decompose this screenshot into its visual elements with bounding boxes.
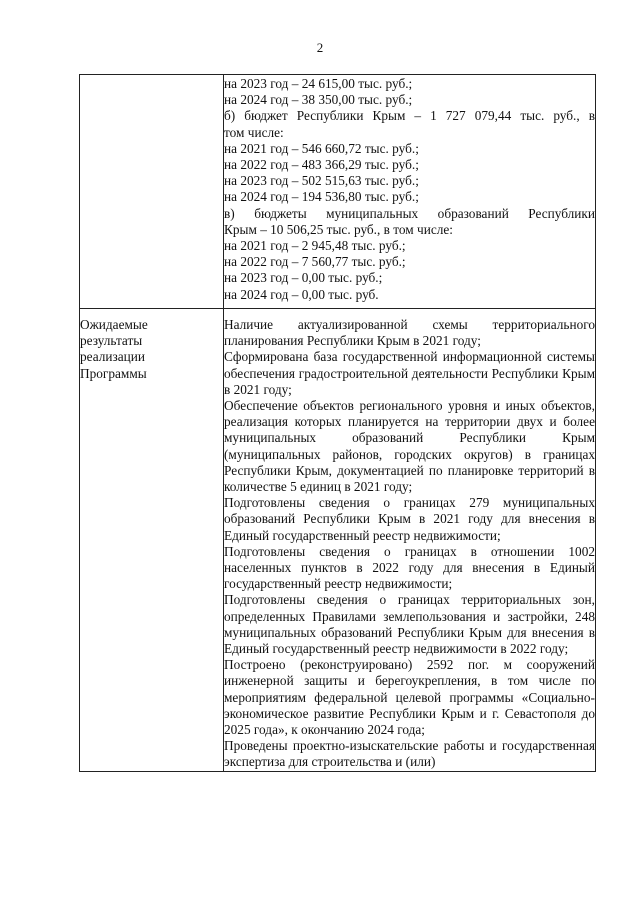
result-item: Обеспечение объектов регионального уровня и иных объектов, реализация которых планируется на территории двух и более муниципальных образований Республики Крым (муниципальных районов, городских округов) в границах Республики Крым, документацией по планировке территорий в количестве 5 единиц в 2021 году; [224, 398, 595, 495]
label-line: Ожидаемые [80, 317, 148, 332]
expected-results-cell [224, 309, 596, 772]
label-line: Программы [80, 365, 147, 381]
financing-line: на 2024 год – 0,00 тыс. руб. [224, 286, 379, 302]
financing-line: на 2022 год – 7 560,77 тыс. руб.; [224, 254, 406, 270]
financing-line: в) бюджеты муниципальных образований Республики [224, 205, 595, 221]
financing-line: том числе: [224, 124, 284, 140]
financing-line: Крым – 10 506,25 тыс. руб., в том числе: [224, 221, 453, 237]
page-number: 2 [316, 40, 324, 55]
result-item: Проведены проектно-изыскательские работы и государственная экспертиза для строительства и (или) [224, 738, 595, 770]
financing-cell [224, 75, 596, 309]
financing-line: на 2022 год – 483 366,29 тыс. руб.; [224, 157, 419, 173]
result-item: Подготовлены сведения о границах в отношении 1002 населенных пунктов в 2022 году для внесения в Единый государственный реестр недвижимости; [224, 543, 595, 592]
result-item: Подготовлены сведения о границах 279 муниципальных образований Республики Крым в 2021 году для внесения в Единый государственный реестр недвижимости; [224, 495, 595, 543]
result-item: Сформирована база государственной информационной системы обеспечения градостроительной деятельности Республики Крым в 2021 году; [224, 349, 595, 397]
financing-line: на 2024 год – 38 350,00 тыс. руб.; [224, 92, 413, 108]
result-item: Построено (реконструировано) 2592 пог. м сооружений инженерной защиты и берегоукрепления, в том числе по мероприятиям федеральной целевой программы «Социально-экономическое развитие Республики Крым и г. Севастополя до 2025 года», к окончанию 2024 года; [224, 657, 595, 738]
result-item: Подготовлены сведения о границах территориальных зон, определенных Правилами землепользования и застройки, 248 муниципальных образований Республики Крым для внесения в Единый государственный реестр недвижимости в 2022 году; [224, 592, 595, 657]
passport-table [79, 74, 596, 772]
financing-line: на 2024 год – 194 536,80 тыс. руб.; [224, 189, 419, 205]
financing-line: б) бюджет Республики Крым – 1 727 079,44 тыс. руб., в [224, 108, 595, 124]
financing-line: на 2021 год – 2 945,48 тыс. руб.; [224, 238, 406, 254]
result-item: Наличие актуализированной схемы территориального планирования Республики Крым в 2021 году; [224, 317, 595, 349]
table-row-financing [80, 75, 596, 309]
financing-label-cell [80, 75, 224, 309]
table-row-expected-results [80, 309, 596, 772]
financing-line: на 2023 год – 0,00 тыс. руб.; [224, 270, 383, 286]
financing-line: на 2021 год – 546 660,72 тыс. руб.; [224, 140, 419, 156]
label-line: реализации [80, 349, 145, 365]
financing-line: на 2023 год – 502 515,63 тыс. руб.; [224, 173, 419, 189]
financing-line: на 2023 год – 24 615,00 тыс. руб.; [224, 76, 413, 91]
expected-results-label [80, 309, 224, 772]
label-line: результаты [80, 333, 143, 349]
